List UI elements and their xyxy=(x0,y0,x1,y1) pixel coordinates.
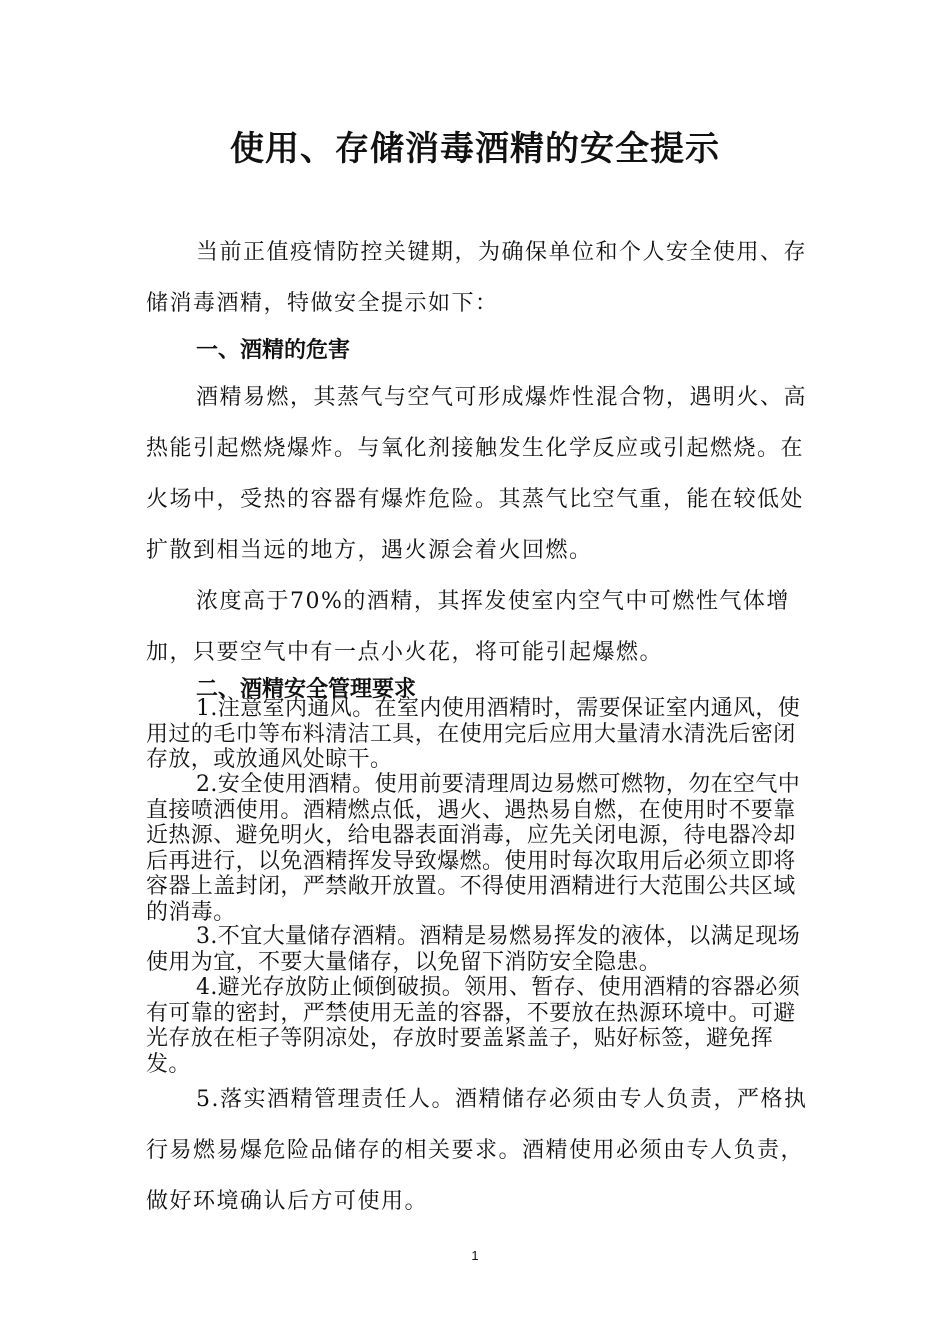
section-2-item-5: 5.落实酒精管理责任人。酒精储存必须由专人负责，严格执行易燃易爆危险品储存的相关要求。酒精使用必须由专人负责，做好环境确认后方可使用。 xyxy=(146,1087,808,1214)
section-1-heading: 一、酒精的危害 xyxy=(196,338,351,363)
document-title: 使用、存储消毒酒精的安全提示 xyxy=(230,129,720,169)
section-2-item-1: 1.注意室内通风。在室内使用酒精时，需要保证室内通风，使用过的毛巾等布料清洁工具，在使用完后应用大量清水清洗后密闭存放，或放通风处晾干。 xyxy=(146,696,801,772)
intro-paragraph: 当前正值疫情防控关键期，为确保单位和个人安全使用、存储消毒酒精，特做安全提示如下： xyxy=(146,240,808,316)
section-1-paragraph-2: 浓度高于70%的酒精，其挥发使室内空气中可燃性气体增加，只要空气中有一点小火花，将可能引起爆燃。 xyxy=(146,589,790,665)
section-2-heading: 二、酒精安全管理要求 xyxy=(196,677,417,702)
page-number: 1 xyxy=(471,1248,479,1263)
section-1-paragraph-1: 酒精易燃，其蒸气与空气可形成爆炸性混合物，遇明火、高热能引起燃烧爆炸。与氧化剂接触发生化学反应或引起燃烧。在火场中，受热的容器有爆炸危险。其蒸气比空气重，能在较低处扩散到相当远的地方，遇火源会着火回燃。 xyxy=(146,385,808,563)
section-2-item-2: 2.安全使用酒精。使用前要清理周边易燃可燃物，勿在空气中直接喷洒使用。酒精燃点低，遇火、遇热易自燃，在使用时不要靠近热源、避免明火，给电器表面消毒，应先关闭电源，待电器冷却后再进行，以免酒精挥发导致爆燃。使用时每次取用后必须立即将容器上盖封闭，严禁敞开放置。不得使用酒精进行大范围公共区域的消毒。 xyxy=(146,772,801,925)
section-2-item-3: 3.不宜大量储存酒精。酒精是易燃易挥发的液体，以满足现场使用为宜，不要大量储存，以免留下消防安全隐患。 xyxy=(146,924,801,975)
section-2-item-4: 4.避光存放防止倾倒破损。领用、暂存、使用酒精的容器必须有可靠的密封，严禁使用无盖的容器，不要放在热源环境中。可避光存放在柜子等阴凉处，存放时要盖紧盖子，贴好标签，避免挥发。 xyxy=(146,975,801,1077)
